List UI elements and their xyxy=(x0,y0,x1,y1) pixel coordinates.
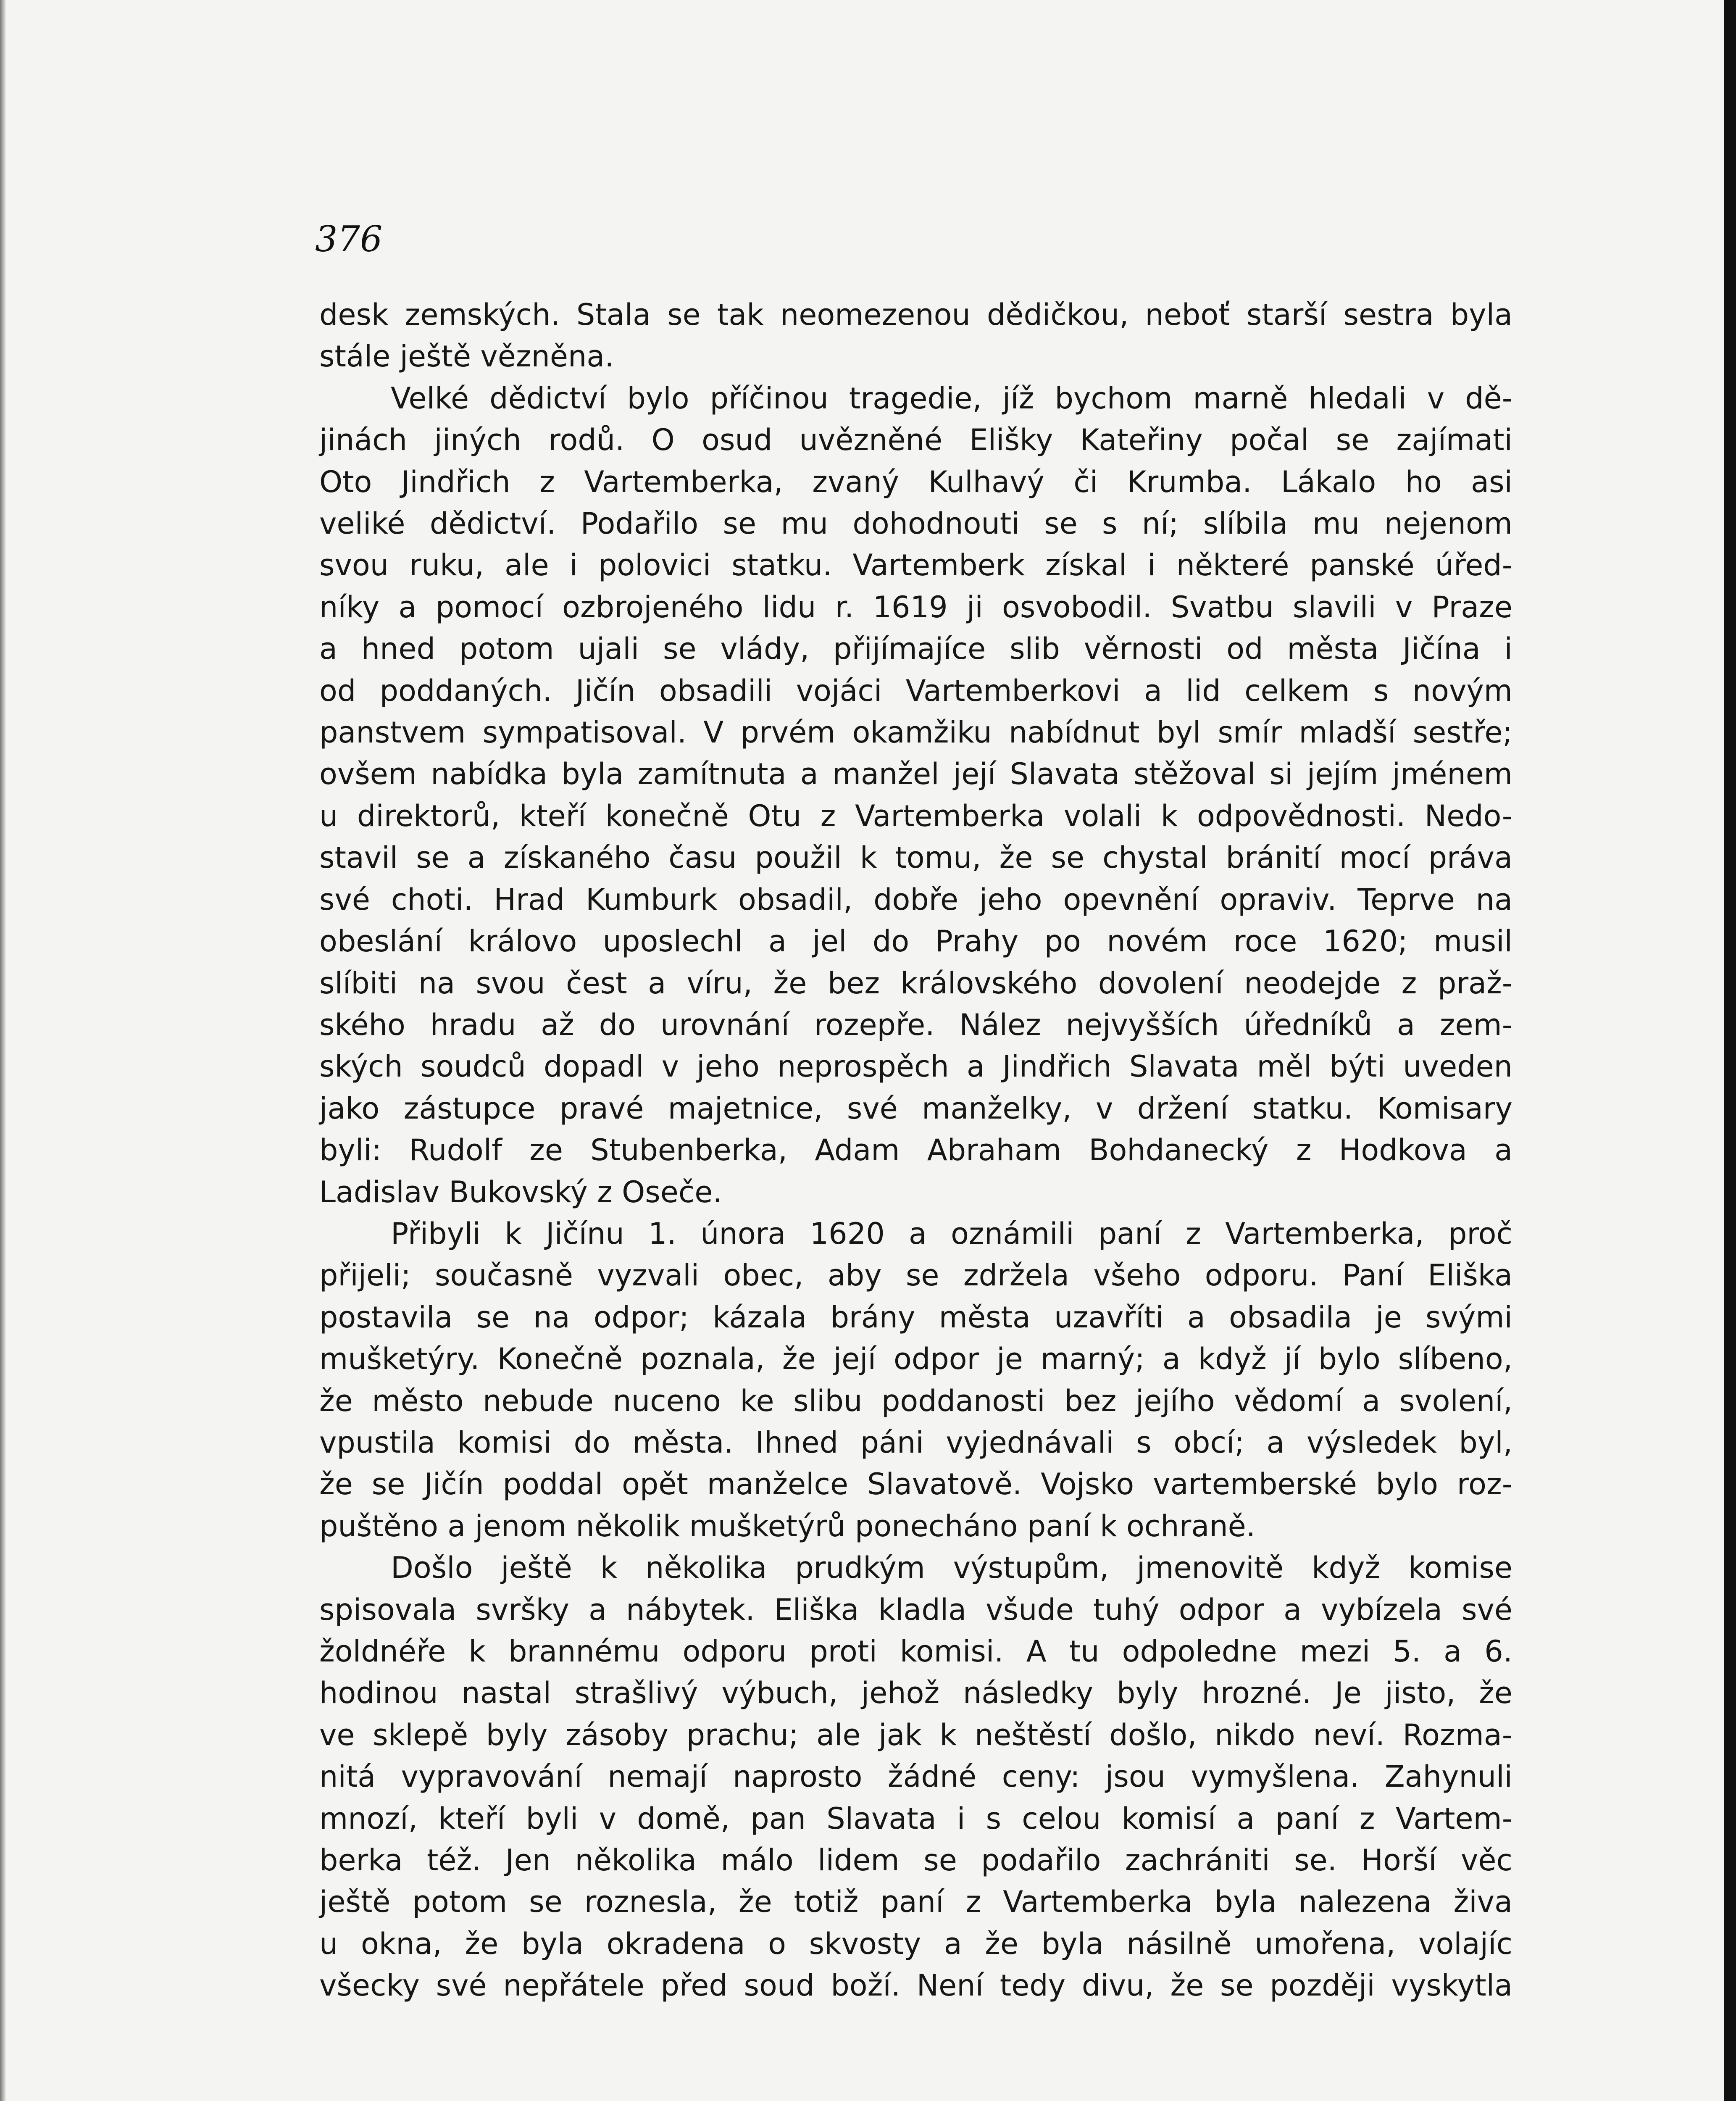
text-line: jinách jiných rodů. O osud uvězněné Elišky Kateřiny počal se zajímati xyxy=(319,423,1512,458)
text-line: u okna, že byla okradena o skvosty a že byla násilně umořena, volajíc xyxy=(319,1926,1512,1961)
text-line: puštěno a jenom několik mušketýrů ponecháno paní k ochraně. xyxy=(319,1509,1256,1543)
paragraph xyxy=(319,378,1512,1213)
text-line: nitá vypravování nemají naprosto žádné ceny: jsou vymyšlena. Zahynuli xyxy=(319,1759,1512,1794)
text-line: Přibyli k Jičínu 1. února 1620 a oznámili paní z Vartemberka, proč xyxy=(391,1216,1512,1251)
text-line: svou ruku, ale i polovici statku. Vartemberk získal i některé panské úřed- xyxy=(319,548,1512,583)
text-line: obeslání královo uposlechl a jel do Prahy po novém roce 1620; musil xyxy=(319,924,1512,959)
text-line: všecky své nepřátele před soud boží. Není tedy divu, že se později vyskytla xyxy=(319,1968,1512,2003)
text-line: spisovala svršky a nábytek. Eliška kladla všude tuhý odpor a vybízela své xyxy=(319,1592,1512,1627)
text-line: Velké dědictví bylo příčinou tragedie, jíž bychom marně hledali v dě- xyxy=(391,381,1512,416)
text-line: přijeli; současně vyzvali obec, aby se zdržela všeho odporu. Paní Eliška xyxy=(319,1258,1512,1293)
paragraph xyxy=(319,294,1512,378)
text-line: mušketýry. Konečně poznala, že její odpor je marný; a když jí bylo slíbeno, xyxy=(319,1342,1512,1377)
text-line: ského hradu až do urovnání rozepře. Nález nejvyšších úředníků a zem- xyxy=(319,1007,1512,1042)
text-line: Oto Jindřich z Vartemberka, zvaný Kulhavý či Krumba. Lákalo ho asi xyxy=(319,464,1512,499)
text-line: jako zástupce pravé majetnice, své manželky, v držení statku. Komisary xyxy=(319,1091,1512,1126)
body-text xyxy=(319,294,1512,2007)
page-number: 376 xyxy=(315,219,383,260)
text-line: ských soudců dopadl v jeho neprospěch a Jindřich Slavata měl býti uveden xyxy=(319,1049,1512,1084)
text-line: žoldnéře k brannému odporu proti komisi. A tu odpoledne mezi 5. a 6. xyxy=(319,1634,1512,1669)
text-line: ve sklepě byly zásoby prachu; ale jak k neštěstí došlo, nikdo neví. Rozma- xyxy=(319,1717,1512,1752)
paragraph xyxy=(319,1213,1512,1547)
text-line: Ladislav Bukovský z Oseče. xyxy=(319,1174,722,1209)
text-line: ovšem nabídka byla zamítnuta a manžel její Slavata stěžoval si jejím jménem xyxy=(319,757,1512,792)
text-line: ještě potom se roznesla, že totiž paní z Vartemberka byla nalezena živa xyxy=(319,1885,1512,1919)
text-line: berka též. Jen několika málo lidem se podařilo zachrániti se. Horší věc xyxy=(319,1843,1512,1878)
text-line: panstvem sympatisoval. V prvém okamžiku nabídnut byl smír mladší sestře; xyxy=(319,715,1512,750)
text-line: stavil se a získaného času použil k tomu, že se chystal bránití mocí práva xyxy=(319,840,1512,875)
text-line: Došlo ještě k několika prudkým výstupům, jmenovitě když komise xyxy=(391,1551,1512,1585)
paragraph xyxy=(319,1547,1512,2006)
text-line: desk zemských. Stala se tak neomezenou dědičkou, neboť starší sestra byla xyxy=(319,298,1512,332)
text-line: a hned potom ujali se vlády, přijímajíce slib věrnosti od města Jičína i xyxy=(319,632,1512,666)
text-line: postavila se na odpor; kázala brány města uzavříti a obsadila je svými xyxy=(319,1300,1512,1335)
text-line: od poddaných. Jičín obsadili vojáci Vartemberkovi a lid celkem s novým xyxy=(319,673,1512,708)
text-line: že se Jičín poddal opět manželce Slavatově. Vojsko vartemberské bylo roz- xyxy=(319,1467,1512,1502)
page-right-edge-shadow xyxy=(1724,0,1736,2101)
text-line: níky a pomocí ozbrojeného lidu r. 1619 ji osvobodil. Svatbu slavili v Praze xyxy=(319,590,1512,624)
text-line: že město nebude nuceno ke slibu poddanosti bez jejího vědomí a svolení, xyxy=(319,1383,1512,1418)
text-line: veliké dědictví. Podařilo se mu dohodnouti se s ní; slíbila mu nejenom xyxy=(319,506,1512,541)
text-line: stále ještě vězněna. xyxy=(319,339,614,374)
text-line: u direktorů, kteří konečně Otu z Vartemberka volali k odpovědnosti. Nedo- xyxy=(319,798,1512,833)
text-line: byli: Rudolf ze Stubenberka, Adam Abraham Bohdanecký z Hodkova a xyxy=(319,1133,1512,1168)
page-left-edge-shadow xyxy=(0,0,6,2101)
text-line: mnozí, kteří byli v domě, pan Slavata i s celou komisí a paní z Vartem- xyxy=(319,1801,1512,1836)
text-line: vpustila komisi do města. Ihned páni vyjednávali s obcí; a výsledek byl, xyxy=(319,1425,1512,1460)
text-line: slíbiti na svou čest a víru, že bez královského dovolení neodejde z praž- xyxy=(319,966,1512,1000)
text-line: hodinou nastal strašlivý výbuch, jehož následky byly hrozné. Je jisto, že xyxy=(319,1676,1512,1711)
text-line: své choti. Hrad Kumburk obsadil, dobře jeho opevnění opraviv. Teprve na xyxy=(319,882,1512,917)
